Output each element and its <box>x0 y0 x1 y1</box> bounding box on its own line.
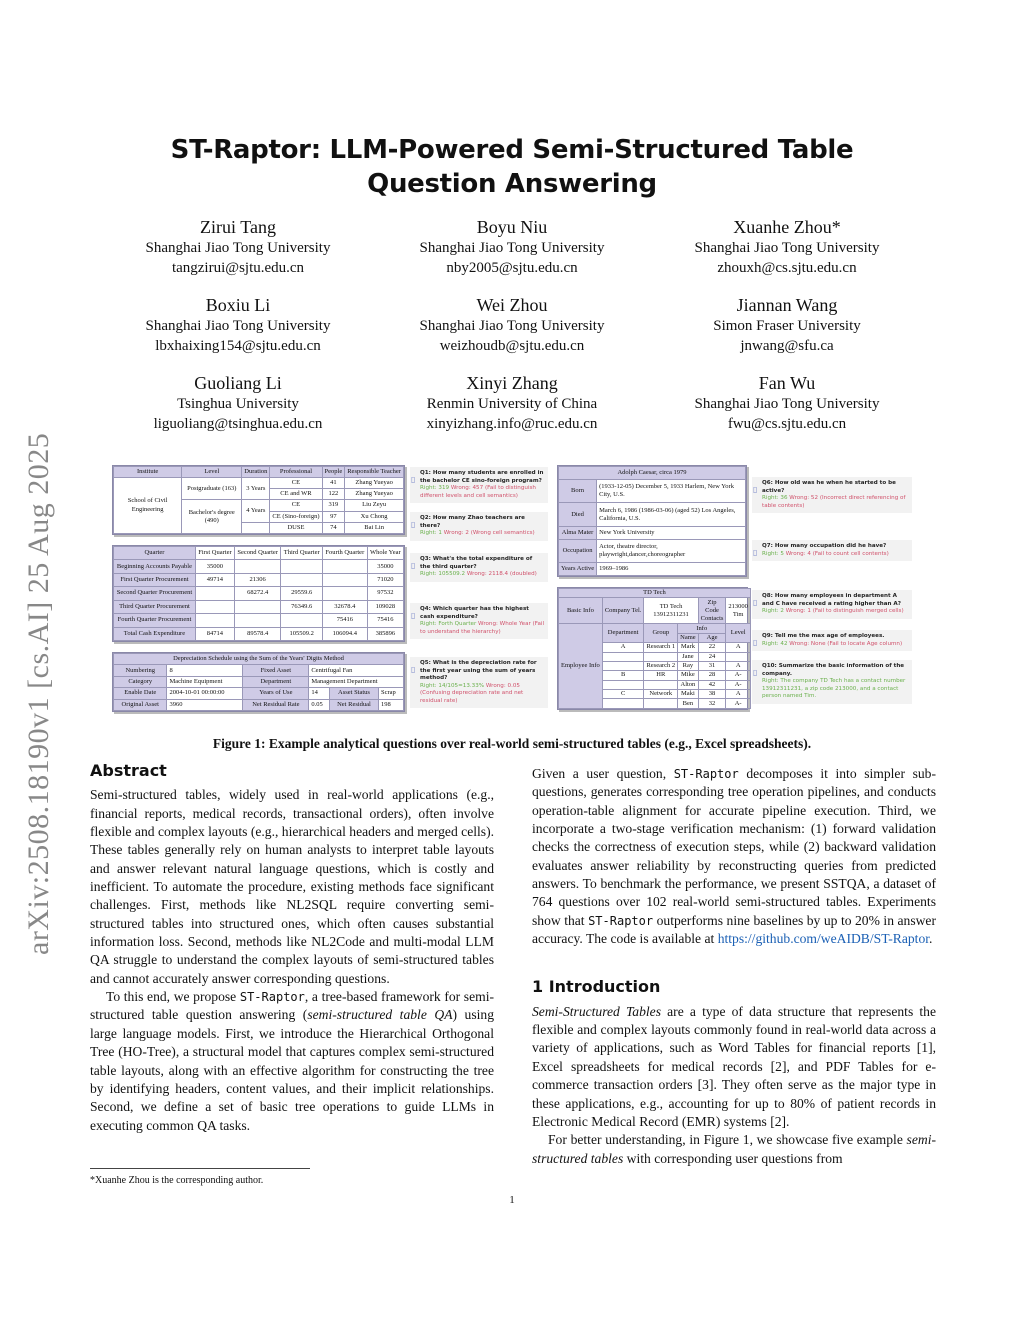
table-cell: Net Residual Rate <box>243 699 309 710</box>
table-cell <box>281 560 323 573</box>
table-cell: Department <box>602 624 644 643</box>
table-cell: 32678.4 <box>323 600 368 613</box>
intro-p2: For better understanding, in Figure 1, we showcase five example semi-structured tables with corresponding user questions from <box>532 1132 936 1166</box>
author <box>88 216 388 278</box>
author-email[interactable]: lbxhaixing154@sjtu.edu.cn <box>155 338 321 354</box>
qa-annotation <box>752 477 912 513</box>
question: Q9: Tell me the max age of employees. <box>762 633 885 639</box>
right-answer: Right: 42 <box>762 640 788 647</box>
author-affiliation: Tsinghua University <box>177 396 299 412</box>
table-cell: Bachelor's degree (490) <box>182 500 242 534</box>
table-cell: School of Civil Engineering <box>114 478 182 534</box>
author-email[interactable]: liguoliang@tsinghua.edu.cn <box>153 416 323 432</box>
table-cell: HR <box>644 671 678 680</box>
table-cell <box>323 587 368 600</box>
table-cell: CE (Sino-foreign) <box>270 511 322 522</box>
author-name: Zirui Tang <box>200 217 276 237</box>
qa-annotation <box>410 657 548 708</box>
question: Q5: What is the depreciation rate for the first year using the sum of years method? <box>420 660 537 682</box>
table-cell: A <box>726 643 751 652</box>
table-cell <box>726 652 751 661</box>
table-cell: CE <box>270 478 322 489</box>
qa-annotation <box>752 660 912 704</box>
question: Q2: How many Zhao teachers are there? <box>420 515 525 529</box>
table-cell: CE <box>270 500 322 511</box>
footnote: *Xuanhe Zhou is the corresponding author. <box>90 1168 310 1186</box>
table-cell: TD Tech <box>559 589 751 598</box>
table-cell: Bai Lin <box>345 522 404 533</box>
table-cell: 41 <box>322 478 345 489</box>
document-icon: ▯ <box>411 520 416 529</box>
table-cell <box>323 573 368 586</box>
table-cell: 213000 Tim <box>726 598 751 624</box>
table-cell: (1933-12-05) December 5, 1933 Harlem, New York City, U.S. <box>597 479 746 503</box>
table-cell: Duration <box>242 467 270 478</box>
author-email[interactable]: fwu@cs.sjtu.edu.cn <box>727 416 847 432</box>
github-link[interactable]: https://github.com/weAIDB/ST-Raptor <box>717 931 930 947</box>
title-line: Question Answering <box>367 169 657 199</box>
right-answer: Right: The company TD Tech has a contact number 13912311231, a zip code 213000, and a contact person named Tim. <box>762 678 906 700</box>
table-cell: Alton <box>678 680 699 689</box>
table-cell: Whole Year <box>367 547 403 560</box>
table-cell: 3 Years <box>242 478 270 500</box>
table-cell: Scrap <box>378 688 403 699</box>
author-affiliation: Shanghai Jiao Tong University <box>694 396 880 412</box>
table-cell: Level <box>726 624 751 643</box>
table-cell: 14 <box>309 688 330 699</box>
document-icon: ▯ <box>753 638 758 647</box>
table-cell: Research 1 <box>644 643 678 652</box>
table-cell: Asset Status <box>330 688 379 699</box>
table-cell: 35000 <box>367 560 403 573</box>
table-cell: Actor, theatre director, playwright,dancer,choreographer <box>597 539 746 563</box>
table-cell: Adolph Caesar, circa 1979 <box>559 467 746 480</box>
author-affiliation: Renmin University of China <box>426 396 598 412</box>
table-cell: 29559.6 <box>281 587 323 600</box>
author-email[interactable]: zhouxh@cs.sjtu.edu.cn <box>717 260 857 276</box>
table-cell: 97532 <box>367 587 403 600</box>
table-cell: 42 <box>698 680 726 689</box>
table-cell: Years of Use <box>243 688 309 699</box>
author-email[interactable]: xinyizhang.info@ruc.edu.cn <box>426 416 598 432</box>
qa-annotation <box>752 540 912 561</box>
author-affiliation: Simon Fraser University <box>713 318 861 334</box>
author-email[interactable]: nby2005@sjtu.edu.cn <box>446 260 578 276</box>
table-cell: C <box>602 690 644 699</box>
table-cell: Mark <box>678 643 699 652</box>
wrong-answer: Wrong: 4 (Fail to count cell contents) <box>785 550 889 557</box>
table-cell: 38 <box>698 690 726 699</box>
document-icon: ▯ <box>753 598 758 607</box>
author-name: Jiannan Wang <box>736 295 838 315</box>
table-cell: Enable Date <box>114 688 167 699</box>
table-company <box>557 587 748 710</box>
table-cell: 0.05 <box>309 699 330 710</box>
wrong-answer: Wrong: 1 (Fail to distinguish merged cells) <box>785 608 904 615</box>
arxiv-stamp: arXiv:2508.18190v1 [cs.AI] 25 Aug 2025 <box>22 432 55 955</box>
right-answer: Right: 319 <box>420 485 450 492</box>
abstract-p1: Semi-structured tables, widely used in real-world applications (e.g., financial reports, medical records, transactional orders), often involve flexible and complex layouts (e.g., hierarchical headers and merged cells). These tables generally rely on human analysts to interpret table layouts and answer relevant natural language questions, which is costly and inefficient. To automate the procedure, existing methods face significant challenges. First, methods like NL2SQL require converting semi-structured tables into structured ones, which often causes substantial information loss. Second, methods like NL2Code and multi-modal LLM QA struggle to understand the complex layouts of semi-structured tables and cannot accurately answer corresponding questions. <box>90 787 494 986</box>
author <box>637 372 937 434</box>
right-answer: Right: 14/105=13.33% <box>420 682 485 689</box>
table-cell: A- <box>726 680 751 689</box>
question: Q10: Summarize the basic information of the company. <box>762 663 905 677</box>
right-answer: Right: 36 <box>762 495 788 502</box>
table-cell: Company Tel. <box>602 598 644 624</box>
author-affiliation: Shanghai Jiao Tong University <box>694 240 880 256</box>
wrong-answer: Wrong: 0.05 (Confusing depreciation rate and net residual rate) <box>420 682 524 704</box>
author-email[interactable]: jnwang@sfu.ca <box>740 338 834 354</box>
table-cell: CE and WR <box>270 489 322 500</box>
table-cell: 71020 <box>367 573 403 586</box>
table-cell: Zhang Yueyao <box>345 478 404 489</box>
document-icon: ▯ <box>411 665 416 674</box>
author <box>362 372 662 434</box>
question: Q7: How many occupation did he have? <box>762 543 887 549</box>
table-cell: People <box>322 467 345 478</box>
question: Q4: Which quarter has the highest cash expenditure? <box>420 606 529 620</box>
table-cell: Alma Mater <box>559 527 597 540</box>
table-cell: Third Quarter <box>281 547 323 560</box>
table-cell: 109028 <box>367 600 403 613</box>
table-cell: 28 <box>698 671 726 680</box>
right-answer: Right: 105509.2 <box>420 571 466 578</box>
table-cell: First Quarter Procurement <box>114 573 196 586</box>
table-cell: A <box>726 690 751 699</box>
table-cell: 97 <box>322 511 345 522</box>
table-cell: 31 <box>698 661 726 670</box>
table-cell <box>644 652 678 661</box>
table-cell: 68272.4 <box>234 587 280 600</box>
table-cell <box>234 614 280 627</box>
wrong-answer: Wrong: 457 (Fail to distinguish different levels and cell semantics) <box>420 485 536 499</box>
wrong-answer: Wrong: 52 (Incorrect direct referencing of table contents) <box>762 495 906 509</box>
question: Q1: How many students are enrolled in the bachelor CE sino-foreign program? <box>420 470 544 484</box>
table-cell: Fixed Asset <box>243 665 309 676</box>
table-cell: Level <box>182 467 242 478</box>
right-answer: Right: 2 <box>762 608 784 615</box>
table-cell: Xu Chong <box>345 511 404 522</box>
table-cell: A <box>602 643 644 652</box>
table-cell: Ben <box>678 699 699 709</box>
table-cell: Born <box>559 479 597 503</box>
author-name: Guoliang Li <box>194 373 282 393</box>
qa-annotation <box>410 553 548 582</box>
table-cell: First Quarter <box>195 547 234 560</box>
table-cell: Name <box>678 633 699 642</box>
table-cell: 105509.2 <box>281 627 323 640</box>
wrong-answer: Wrong: 2118.4 (doubled) <box>466 571 537 578</box>
table-cell: Numbering <box>114 665 167 676</box>
table-cell: Zhang Yueyao <box>345 489 404 500</box>
table-cell: Quarter <box>114 547 196 560</box>
intro-p1: Semi-Structured Tables are a type of data structure that represents the flexible and complex layouts commonly found in real-world data across a variety of applications, such as Word Tables for financial reports [1], Excel spreadsheets for medical records [2], and PDF Tables for e-commerce transaction orders [3]. They often serve as the major type in these applications, e.g., accounting for up to 80% of patient records in Electronic Medical Record (EMR) systems [2]. <box>532 1003 936 1129</box>
table-cell: Postgraduate (163) <box>182 478 242 500</box>
table-cell: Zip Code Contacts <box>698 598 726 624</box>
right-answer: Right: Forth Quarter <box>420 621 477 628</box>
table-cell: Original Asset <box>114 699 167 710</box>
table-cell: Net Residual <box>330 699 379 710</box>
author-affiliation: Shanghai Jiao Tong University <box>419 240 605 256</box>
paper-title <box>0 133 1024 201</box>
qa-annotation <box>410 512 548 541</box>
table-cell: 24 <box>698 652 726 661</box>
table-cell: Centrifugal Fan <box>309 665 404 676</box>
table-students <box>112 465 405 535</box>
question: Q3: What's the total expenditure of the third quarter? <box>420 556 533 570</box>
table-cell: B <box>602 671 644 680</box>
table-cell: 35000 <box>195 560 234 573</box>
author-affiliation: Shanghai Jiao Tong University <box>145 240 331 256</box>
table-cell: 2004-10-01 00:00:00 <box>167 688 243 699</box>
table-cell: TD Tech 13912311231 <box>644 598 698 624</box>
table-cell: Died <box>559 503 597 527</box>
table-cell: 122 <box>322 489 345 500</box>
table-cell: Management Department <box>309 676 404 687</box>
table-cell: Third Quarter Procurement <box>114 600 196 613</box>
table-cell: 385896 <box>367 627 403 640</box>
table-cell: Liu Zeyu <box>345 500 404 511</box>
table-cell: Institute <box>114 467 182 478</box>
document-icon: ▯ <box>753 485 758 494</box>
table-cell: Ray <box>678 661 699 670</box>
qa-annotation <box>752 590 912 619</box>
wrong-answer: Wrong: None (Fail to locate Age column) <box>789 640 903 647</box>
table-cell: 21306 <box>234 573 280 586</box>
wrong-answer: Wrong: 2 (Wrong cell semantics) <box>443 530 535 537</box>
author-affiliation: Shanghai Jiao Tong University <box>419 318 605 334</box>
abstract-p3: Given a user question, ST-Raptor decomposes it into simpler sub-questions, generates corresponding tree operation pipelines, and conducts operation-table alignment for accurate pipeline execution. Third, we incorporate a two-stage verification mechanism: (1) forward validation checks the correctness of execution steps, while (2) backward validation evaluates answer reliability by reconstructing queries from predicted answers. To benchmark the performance, we present SSTQA, a dataset of 764 questions over 102 real-world semi-structured tables. Experiments show that ST-Raptor outperforms nine baselines by up to 20% in answer accuracy. The code is available at https://github.com/weAIDB/ST-Raptor. <box>532 766 936 947</box>
table-quarters <box>112 545 405 642</box>
table-cell <box>602 652 644 661</box>
table-depreciation <box>112 652 405 712</box>
table-cell: A- <box>726 671 751 680</box>
author-name: Boyu Niu <box>476 217 548 237</box>
table-cell <box>644 680 678 689</box>
table-cell: Fourth Quarter <box>323 547 368 560</box>
author <box>362 216 662 278</box>
left-column <box>90 762 494 1135</box>
table-cell <box>195 614 234 627</box>
table-cell: A <box>726 661 751 670</box>
author-name: Wei Zhou <box>476 295 548 315</box>
page-number: 1 <box>509 1194 515 1206</box>
author-email[interactable]: weizhoudb@sjtu.edu.cn <box>439 338 585 354</box>
figure-caption: Figure 1: Example analytical questions over real-world semi-structured tables (e.g., Excel spreadsheets). <box>212 736 812 751</box>
table-cell: Beginning Accounts Payable <box>114 560 196 573</box>
author-affiliation: Shanghai Jiao Tong University <box>145 318 331 334</box>
table-cell <box>195 587 234 600</box>
table-cell: 8 <box>167 665 243 676</box>
table-cell: 74 <box>322 522 345 533</box>
table-cell <box>602 661 644 670</box>
question: Q6: How old was he when he started to be active? <box>762 480 896 494</box>
author-name: Boxiu Li <box>205 295 271 315</box>
table-cell: A- <box>726 699 751 709</box>
author <box>362 294 662 356</box>
table-cell: Responsible Teacher <box>345 467 404 478</box>
table-cell: 3960 <box>167 699 243 710</box>
document-icon: ▯ <box>411 561 416 570</box>
table-cell: Employee Info <box>559 624 603 709</box>
table-cell: Research 2 <box>644 661 678 670</box>
qa-annotation <box>410 603 548 639</box>
table-cell: 106094.4 <box>323 627 368 640</box>
table-cell: Second Quarter <box>234 547 280 560</box>
table-cell <box>234 560 280 573</box>
author-name: Fan Wu <box>758 373 816 393</box>
table-cell: 32 <box>698 699 726 709</box>
table-cell <box>602 699 644 709</box>
abstract-heading: Abstract <box>90 761 167 780</box>
abstract-p2: To this end, we propose ST-Raptor, a tree-based framework for semi-structured table question answering (semi-structured table QA) using large language models. First, we introduce the Hierarchical Orthogonal Tree (HO-Tree), a structural model that captures complex semi-structured table layouts, along with an effective algorithm for constructing the tree by identifying headers, content values, and their implicit relationships. Second, we define a set of basic tree operations to guide LLMs in executing common QA tasks. <box>90 989 495 1133</box>
document-icon: ▯ <box>753 668 758 677</box>
wrong-answer: Wrong: Whole Year (Fail to understand the hierarchy) <box>420 621 544 635</box>
author-email[interactable]: tangzirui@sjtu.edu.cn <box>171 260 305 276</box>
table-cell <box>281 573 323 586</box>
table-cell: Age <box>698 633 726 642</box>
table-cell: Total Cash Expenditure <box>114 627 196 640</box>
qa-annotation <box>410 467 548 503</box>
table-cell: DUSE <box>270 522 322 533</box>
right-column <box>532 765 936 1168</box>
table-cell: 75416 <box>367 614 403 627</box>
question: Q8: How many employees in department A and C have received a rating higher than A? <box>762 593 901 607</box>
table-cell: Occupation <box>559 539 597 563</box>
table-cell: Group <box>644 624 678 643</box>
table-cell: 89578.4 <box>234 627 280 640</box>
author <box>637 216 937 278</box>
table-cell <box>602 680 644 689</box>
table-cell: Machine Equipment <box>167 676 243 687</box>
table-cell: 4 Years <box>242 500 270 522</box>
author-name: Xuanhe Zhou* <box>733 217 841 237</box>
table-cell: Jane <box>678 652 699 661</box>
table-cell: Department <box>243 676 309 687</box>
table-cell: New York University <box>597 527 746 540</box>
table-cell: Professional <box>270 467 322 478</box>
author-name: Xinyi Zhang <box>466 373 558 393</box>
table-cell <box>323 560 368 573</box>
table-cell: 22 <box>698 643 726 652</box>
table-cell: Second Quarter Procurement <box>114 587 196 600</box>
table-cell: March 6, 1986 (1986-03-06) (aged 52) Los Angeles, California, U.S. <box>597 503 746 527</box>
title-line: ST-Raptor: LLM-Powered Semi-Structured Table <box>170 135 854 165</box>
table-cell <box>644 699 678 709</box>
table-cell <box>281 614 323 627</box>
table-cell: 1969–1986 <box>597 563 746 576</box>
table-cell: Network <box>644 690 678 699</box>
author <box>88 294 388 356</box>
table-cell: Maki <box>678 690 699 699</box>
right-answer: Right: 1 <box>420 530 442 537</box>
table-cell: 84714 <box>195 627 234 640</box>
table-biography <box>557 465 747 577</box>
table-cell: Category <box>114 676 167 687</box>
table-cell: 319 <box>322 500 345 511</box>
table-cell: 75416 <box>323 614 368 627</box>
document-icon: ▯ <box>753 548 758 557</box>
table-cell: Fourth Quarter Procurement <box>114 614 196 627</box>
table-cell: 76349.6 <box>281 600 323 613</box>
table-cell: Info <box>678 624 726 633</box>
table-cell: Basic Info <box>559 598 603 624</box>
table-cell <box>195 600 234 613</box>
table-cell: Years Active <box>559 563 597 576</box>
document-icon: ▯ <box>411 611 416 620</box>
author <box>637 294 937 356</box>
right-answer: Right: 5 <box>762 550 784 557</box>
table-cell: 49714 <box>195 573 234 586</box>
introduction-heading: 1 Introduction <box>532 977 661 997</box>
qa-annotation <box>752 630 912 651</box>
table-cell: Mike <box>678 671 699 680</box>
author <box>88 372 388 434</box>
table-cell: 198 <box>378 699 403 710</box>
document-icon: ▯ <box>411 475 416 484</box>
table-cell <box>234 600 280 613</box>
table-cell: Depreciation Schedule using the Sum of the Years' Digits Method <box>114 654 404 665</box>
